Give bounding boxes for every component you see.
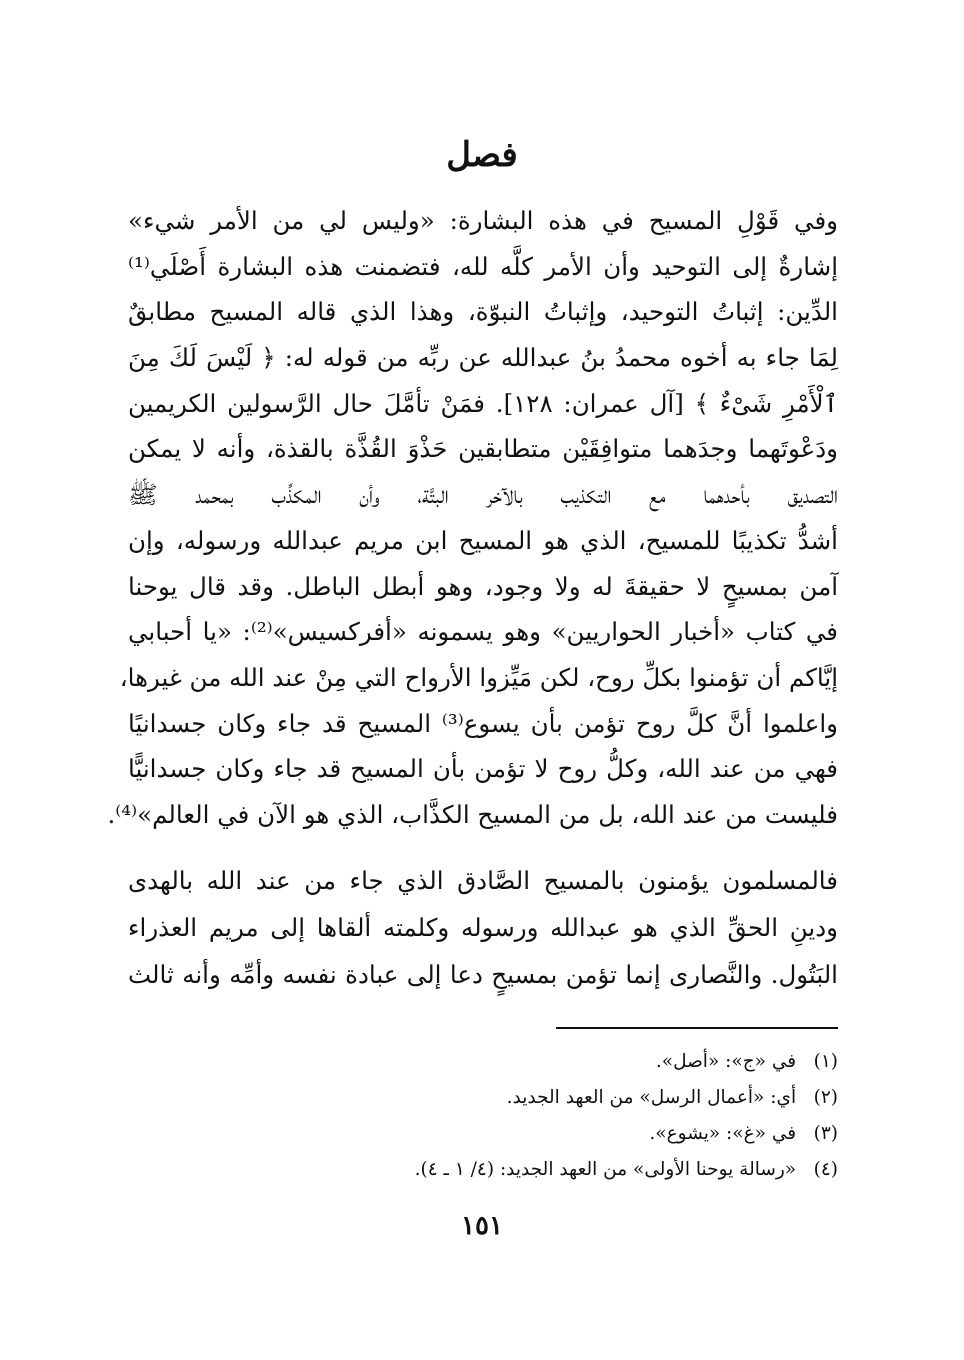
footnote-number: (٢) bbox=[813, 1087, 838, 1108]
footnote-number: (٤) bbox=[813, 1159, 838, 1180]
text-line: إشارةٌ إلى التوحيد وأن الأمر كلَّه لله، فتضمنت هذه البشارة أَصْلَي⁽¹⁾ bbox=[128, 251, 838, 281]
footnote-text: أي: «أعمال الرسل» من العهد الجديد. bbox=[506, 1087, 797, 1108]
footnote-divider bbox=[556, 1027, 838, 1029]
text-line: فهي من عند الله، وكلُّ روح لا تؤمن بأن المسيح قد جاء وكان جسدانيًّا bbox=[128, 754, 838, 784]
footnote-item bbox=[238, 1116, 838, 1152]
footnote-number: (١) bbox=[813, 1051, 838, 1072]
text-line: لِمَا جاء به أخوه محمدُ بنُ عبدالله عن ربِّه من قوله له: ﴿ لَيْسَ لَكَ مِنَ bbox=[128, 343, 838, 373]
text-line: البَتُول. والنَّصارى إنما تؤمن بمسيحٍ دعا إلى عبادة نفسه وأمِّه وأنه ثالث bbox=[128, 960, 838, 989]
text-line: وفي قَوْلِ المسيح في هذه البشارة: «وليس لي من الأمر شيء» bbox=[128, 206, 838, 235]
footnote-item bbox=[238, 1080, 838, 1116]
footnotes bbox=[238, 1044, 838, 1188]
footnote-text: «رسالة يوحنا الأولى» من العهد الجديد: (٤/ ١ ـ ٤). bbox=[414, 1159, 797, 1180]
chapter-title: فصل bbox=[446, 135, 518, 175]
footnote-item bbox=[238, 1152, 838, 1188]
text-line: الدِّين: إثباتُ التوحيد، وإثباتُ النبوّة، وهذا الذي قاله المسيح مطابقٌ bbox=[128, 297, 838, 327]
footnote-item bbox=[238, 1044, 838, 1080]
text-line: ٱلْأَمْرِ شَىْءٌ ﴾ [آل عمران: ١٢٨]. فمَنْ تأمَّلَ حال الرَّسولين الكريمين bbox=[128, 388, 838, 418]
text-line: ودينِ الحقِّ الذي هو عبدالله ورسوله وكلمته ألقاها إلى مريم العذراء bbox=[128, 913, 838, 942]
footnote-number: (٣) bbox=[813, 1123, 838, 1144]
text-line: آمن بمسيحٍ لا حقيقةَ له ولا وجود، وهو أبطل الباطل. وقد قال يوحنا bbox=[128, 571, 838, 601]
text-line: ودَعْوتَهما وجدَهما متوافِقَيْن متطابقين حَذْوَ القُذَّة بالقذة، وأنه لا يمكن bbox=[128, 434, 838, 464]
text-line: فليست من عند الله، بل من المسيح الكذَّاب، الذي هو الآن في العالم»⁽⁴⁾. bbox=[107, 799, 838, 829]
paragraph-1 bbox=[107, 198, 839, 838]
paragraph-2 bbox=[128, 857, 838, 998]
text-line: فالمسلمون يؤمنون بالمسيح الصَّادق الذي جاء من عند الله بالهدى bbox=[128, 866, 838, 895]
text-line: إيَّاكم أن تؤمنوا بكلِّ روح، لكن مَيِّزوا الأرواح التي مِنْ عند الله من غيرها، bbox=[119, 662, 838, 692]
page-number: ١٥١ bbox=[461, 1211, 503, 1241]
text-line: واعلموا أنَّ كلَّ روح تؤمن بأن يسوع⁽³⁾ المسيح قد جاء وكان جسدانيًا bbox=[128, 708, 838, 738]
text-line: أشدُّ تكذيبًا للمسيح، الذي هو المسيح ابن مريم عبدالله ورسوله، وإن bbox=[128, 525, 838, 555]
text-line: التصديق بأحدهما مع التكذيب بالآخر البتَّة، وأن المكذِّب بمحمد ﷺ bbox=[128, 480, 838, 510]
text-line: في كتاب «أخبار الحواريين» وهو يسمونه «أفركسيس»⁽²⁾: «يا أحبابي bbox=[128, 617, 839, 647]
footnote-text: في «غ»: «يشوع». bbox=[649, 1123, 797, 1144]
footnote-text: في «ج»: «أصل». bbox=[655, 1051, 797, 1072]
